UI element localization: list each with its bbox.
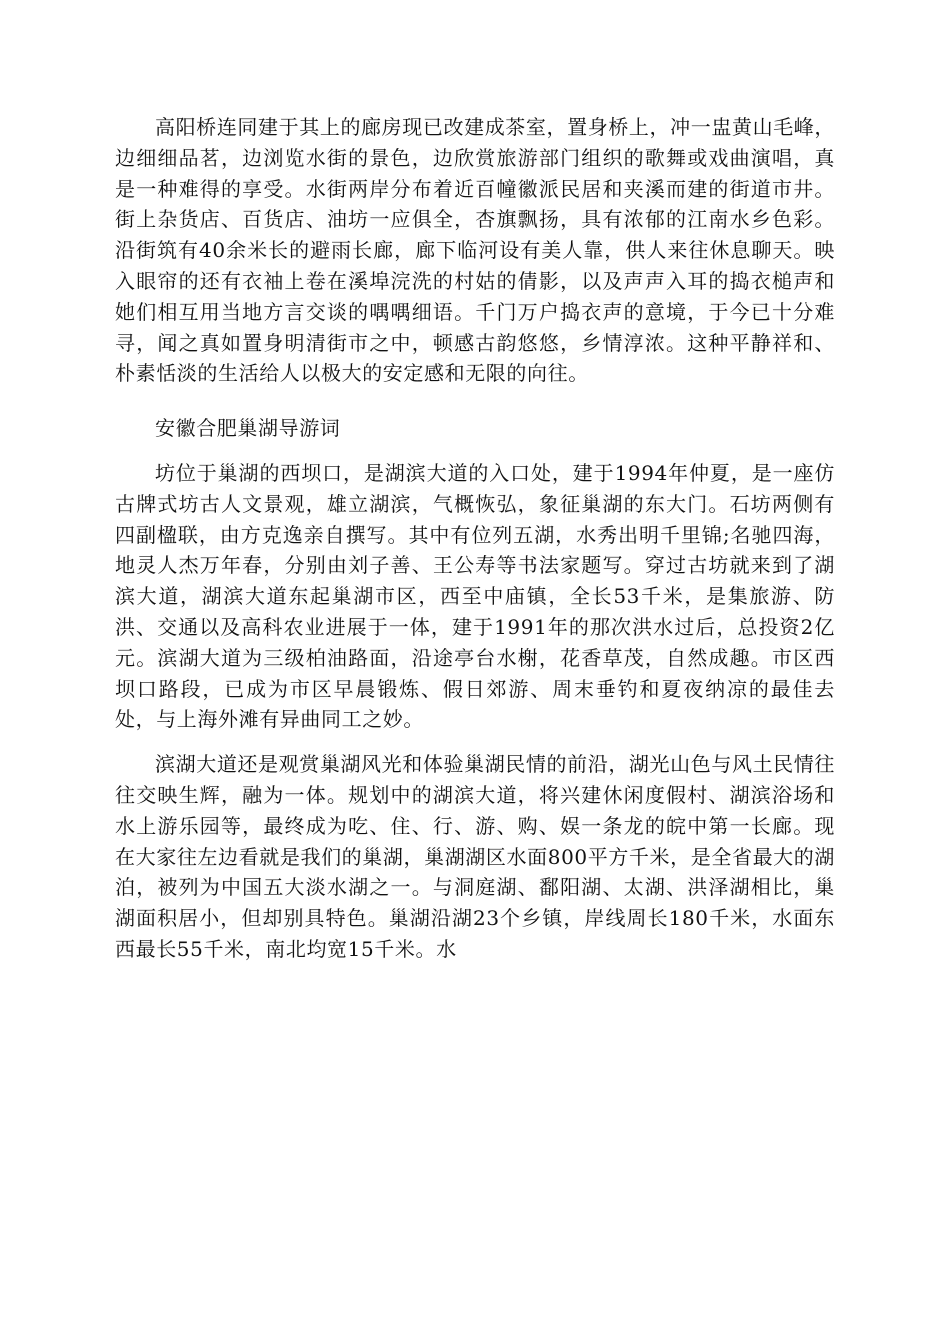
paragraph-archway: 坊位于巢湖的西坝口，是湖滨大道的入口处，建于1994年仲夏，是一座仿古牌式坊古人文景观，雄立湖滨，气概恢弘，象征巢湖的东大门。石坊两侧有四副楹联，由方克逸亲自撰写。其中有位列五湖，水秀出明千里锦;名驰四海，地灵人杰万年春，分别由刘子善、王公寿等书法家题写。穿过古坊就来到了湖滨大道，湖滨大道东起巢湖市区，西至中庙镇，全长53千米，是集旅游、防洪、交通以及高科农业进展于一体，建于1991年的那次洪水过后，总投资2亿元。滨湖大道为三级柏油路面，沿途亭台水榭，花香草茂，自然成趣。市区西坝口路段，已成为市区早晨锻炼、假日郊游、周末垂钓和夏夜纳凉的最佳去处，与上海外滩有异曲同工之妙。 — [115, 460, 835, 732]
document-page — [115, 112, 835, 965]
paragraph-gaoyang-bridge: 高阳桥连同建于其上的廊房现已改建成茶室，置身桥上，冲一盅黄山毛峰，边细细品茗，边浏览水街的景色，边欣赏旅游部门组织的歌舞或戏曲演唱，真是一种难得的享受。水街两岸分布着近百幢徽派民居和夹溪而建的街道市井。街上杂货店、百货店、油坊一应俱全，杏旗飘扬，具有浓郁的江南水乡色彩。沿街筑有40余米长的避雨长廊，廊下临河设有美人靠，供人来往休息聊天。映入眼帘的还有衣袖上卷在溪埠浣洗的村姑的倩影，以及声声入耳的捣衣槌声和她们相互用当地方言交谈的喁喁细语。千门万户捣衣声的意境，于今已十分难寻，闻之真如置身明清街市之中，顿感古韵悠悠，乡情淳浓。这种平静祥和、朴素恬淡的生活给人以极大的安定感和无限的向往。 — [115, 115, 835, 386]
paragraph-lakeside-avenue: 滨湖大道还是观赏巢湖风光和体验巢湖民情的前沿，湖光山色与风土民情往往交映生辉，融为一体。规划中的湖滨大道，将兴建休闲度假村、湖滨浴场和水上游乐园等，最终成为吃、住、行、游、购、娱一条龙的皖中第一长廊。现在大家往左边看就是我们的巢湖，巢湖湖区水面800平方千米，是全省最大的湖泊，被列为中国五大淡水湖之一。与洞庭湖、鄱阳湖、太湖、洪泽湖相比，巢湖面积居小，但却别具特色。巢湖沿湖23个乡镇，岸线周长180千米，水面东西最长55千米，南北均宽15千米。水 — [115, 752, 835, 961]
section-title: 安徽合肥巢湖导游词 — [155, 416, 341, 441]
